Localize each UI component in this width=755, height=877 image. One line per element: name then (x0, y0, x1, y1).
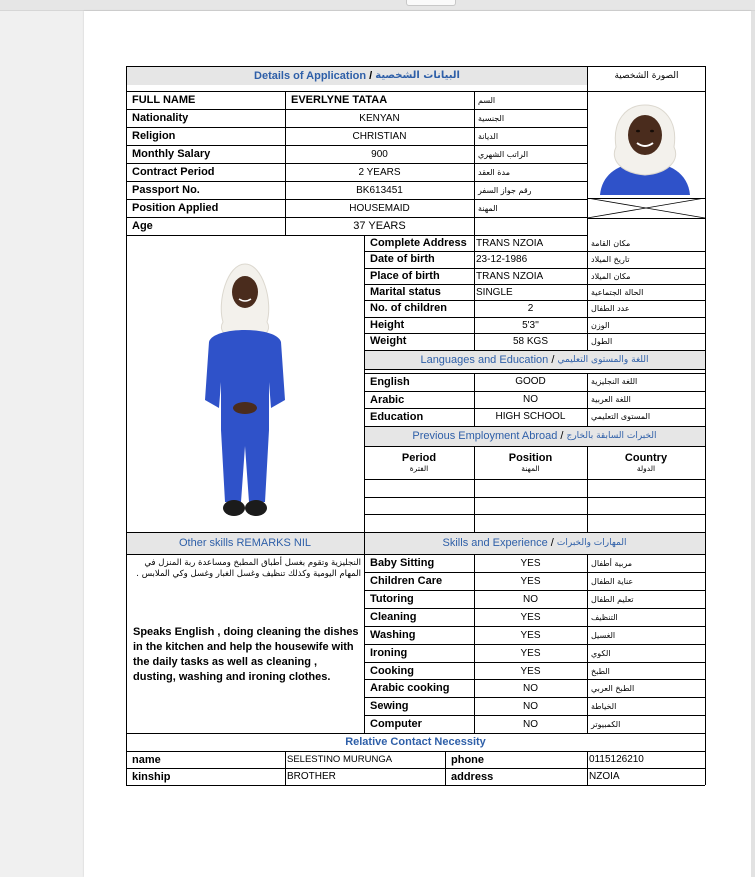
skill-label-ar: الخياطة (591, 701, 617, 711)
personal-label-ar: رقم جواز السفر (478, 185, 532, 195)
details-label-ar: الحالة الجتماعية (591, 287, 644, 297)
details-value: 5'3'' (522, 319, 539, 331)
table-rule (285, 91, 286, 235)
skill-label: Cooking (370, 665, 414, 677)
table-rule (126, 554, 705, 555)
skill-label-ar: التنظيف (591, 612, 618, 622)
table-rule (364, 608, 705, 609)
employment-title-en: Previous Employment Abroad (412, 430, 558, 442)
table-rule (474, 91, 475, 235)
skill-label: Baby Sitting (370, 557, 435, 569)
details-label: No. of children (370, 302, 447, 314)
employment-column-ar: المهنة (521, 464, 540, 473)
personal-value: CHRISTIAN (352, 130, 407, 142)
language-label: English (370, 375, 410, 388)
table-rule (126, 109, 587, 110)
skill-value: YES (520, 557, 541, 569)
skills-title-ar: المهارات والخبرات (556, 538, 627, 548)
skill-label-ar: الطبخ (591, 666, 610, 676)
employment-column-en: Position (508, 452, 553, 464)
details-value: TRANS NZOIA (476, 237, 544, 249)
employment-column-ar: الدولة (636, 464, 656, 473)
details-label: Marital status (370, 286, 441, 298)
table-rule (364, 479, 705, 480)
skill-label-ar: الكوي (591, 648, 611, 658)
personal-label: Contract Period (132, 166, 215, 178)
language-value: HIGH SCHOOL (495, 411, 566, 422)
table-rule (364, 350, 705, 351)
table-rule (126, 751, 705, 752)
table-rule (364, 268, 705, 269)
skills-sep: / (550, 537, 554, 549)
skill-value: YES (520, 611, 541, 623)
details-label-ar: مكان القامة (591, 238, 631, 248)
skill-label: Ironing (370, 647, 408, 659)
language-value: GOOD (515, 376, 546, 387)
details-label: Date of birth (370, 253, 435, 265)
language-label: Education (370, 410, 424, 423)
language-label-ar: اللغة العربية (591, 395, 631, 404)
table-rule (364, 662, 705, 663)
table-rule (364, 426, 705, 427)
details-value: 23-12-1986 (476, 253, 528, 265)
table-rule (587, 751, 588, 785)
empty-crossed-box (587, 198, 705, 218)
details-value: SINGLE (476, 286, 513, 298)
personal-value: 2 YEARS (358, 166, 401, 178)
table-rule (364, 497, 705, 498)
table-rule (126, 66, 705, 67)
employment-column-header (474, 447, 587, 479)
skills-title-en: Skills and Experience (442, 537, 548, 549)
skill-label: Computer (370, 718, 422, 730)
employment-sep: / (560, 430, 564, 442)
full-body-photo-icon (185, 250, 305, 522)
remarks-english: Speaks English , doing cleaning the dishes in the kitchen and help the housewife with the daily tasks as well as cleaning , dusting, washing and ironing clothes. (133, 626, 359, 683)
table-rule (364, 715, 705, 716)
table-rule (364, 369, 705, 370)
employment-column-ar: الفترة (409, 464, 429, 473)
toolbar-handle[interactable] (406, 0, 456, 6)
details-value: 2 (527, 302, 534, 314)
table-rule (364, 408, 705, 409)
table-rule (587, 218, 705, 219)
table-rule (126, 127, 587, 128)
table-rule (364, 679, 705, 680)
header-sep: / (369, 69, 373, 82)
employment-column-header (364, 447, 474, 479)
language-label-ar: المستوى التعليمي (591, 412, 651, 421)
skill-value: NO (523, 700, 538, 712)
personal-label-ar: السم (478, 95, 496, 105)
employment-column-en: Period (401, 452, 437, 464)
remarks-title: Other skills REMARKS NIL (178, 537, 312, 549)
languages-title-ar: اللغة والمستوى التعليمي (557, 354, 649, 365)
table-rule (364, 284, 705, 285)
table-rule (364, 373, 705, 374)
table-rule (587, 446, 588, 532)
relative-address-value: NZOIA (589, 771, 620, 782)
table-rule (445, 751, 446, 785)
header-title (126, 66, 588, 85)
skill-label-ar: الغسيل (591, 630, 616, 640)
skill-label-ar: تعليم الطفال (591, 594, 634, 604)
table-rule (364, 644, 705, 645)
personal-label-ar: الديانة (478, 131, 499, 141)
table-rule (364, 446, 705, 447)
details-label: Weight (370, 335, 407, 347)
skill-label-ar: عناية الطفال (591, 576, 634, 586)
details-label-ar: مكان الميلاد (591, 271, 631, 281)
relative-name-value: SELESTINO MURUNGA (287, 754, 393, 765)
personal-value: 37 YEARS (353, 220, 406, 232)
table-rule (126, 91, 588, 92)
languages-title-en: Languages and Education (420, 353, 549, 366)
skill-label: Cleaning (370, 611, 417, 623)
skill-label: Children Care (370, 575, 443, 587)
table-rule (126, 145, 587, 146)
personal-label: Monthly Salary (132, 148, 211, 160)
skill-value: NO (523, 593, 538, 605)
table-rule (474, 235, 475, 350)
table-rule (587, 554, 588, 733)
viewer-toolbar (0, 0, 755, 11)
personal-value: 900 (371, 148, 388, 160)
details-label-ar: تاريخ الميلاد (591, 254, 630, 264)
table-rule (126, 235, 587, 236)
table-rule (474, 554, 475, 733)
table-rule (126, 217, 587, 218)
table-rule (587, 373, 588, 426)
table-rule (126, 199, 587, 200)
skill-value: YES (520, 629, 541, 641)
table-rule (588, 91, 705, 92)
details-label: Complete Address (370, 237, 467, 249)
details-label-ar: الوزن (591, 320, 610, 330)
header-title-en: Details of Application (254, 69, 367, 82)
personal-label: Position Applied (132, 202, 219, 214)
language-label-ar: اللغة النجليزية (591, 377, 638, 386)
personal-label: Passport No. (132, 184, 200, 196)
skills-title (364, 532, 705, 554)
table-rule (126, 785, 705, 786)
employment-title-ar: الخبرات السابقة بالخارج (566, 431, 657, 441)
languages-sep: / (551, 353, 555, 366)
skill-label-ar: الكمبيوتر (591, 719, 621, 729)
table-rule (364, 590, 705, 591)
skill-value: NO (523, 718, 538, 730)
details-label: Height (370, 319, 405, 331)
table-rule (126, 532, 705, 533)
relative-phone-label: phone (451, 753, 484, 766)
table-rule (364, 391, 705, 392)
relative-name-label: name (132, 753, 161, 766)
skill-value: YES (520, 647, 541, 659)
skill-value: NO (523, 682, 538, 694)
portrait-photo-icon (586, 93, 704, 195)
table-rule (126, 768, 705, 769)
personal-label: Age (132, 220, 153, 232)
languages-title (364, 350, 705, 369)
details-label-ar: الطول (591, 336, 613, 346)
relative-address-label: address (451, 770, 494, 783)
table-rule (364, 333, 705, 334)
table-rule (126, 733, 705, 734)
relative-phone-value: 0115126210 (589, 754, 644, 765)
language-label: Arabic (370, 393, 405, 406)
skill-value: YES (520, 575, 541, 587)
employment-column-en: Country (624, 452, 668, 464)
skill-label: Washing (370, 629, 416, 641)
table-rule (364, 514, 705, 515)
personal-label: FULL NAME (132, 94, 196, 106)
table-rule (126, 181, 587, 182)
scrollbar-track[interactable] (751, 11, 755, 877)
table-rule (474, 373, 475, 426)
header-title-ar: البيانات الشخصية (375, 70, 460, 81)
photo-label: الصورة الشخصية (614, 70, 679, 81)
personal-label-ar: الراتب الشهري (478, 149, 529, 159)
skill-label: Sewing (370, 700, 409, 712)
table-rule (705, 66, 706, 785)
personal-label: Nationality (132, 112, 189, 124)
table-rule (364, 572, 705, 573)
personal-label-ar: الجنسية (478, 113, 505, 123)
details-label-ar: عدد الطفال (591, 303, 630, 313)
employment-title (364, 426, 705, 446)
table-rule (364, 626, 705, 627)
table-rule (474, 446, 475, 532)
employment-column-header (587, 447, 705, 479)
table-rule (364, 235, 365, 733)
skill-label-ar: الطبخ العربي (591, 683, 635, 693)
personal-value: KENYAN (359, 112, 400, 124)
remarks-arabic: النجليزية وتقوم بغسل أطباق المطبخ ومساعدة ربة المنزل في المهام اليومية وكذلك تنظيف وغسل الغبار وغسل وكي الملابس . (136, 558, 361, 579)
language-value: NO (523, 394, 538, 405)
personal-label-ar: مدة العقد (478, 167, 510, 177)
skill-label: Arabic cooking (370, 682, 450, 694)
table-rule (364, 317, 705, 318)
relative-kinship-label: kinship (132, 770, 171, 783)
details-value: TRANS NZOIA (476, 270, 544, 282)
personal-value: EVERLYNE TATAA (291, 94, 388, 106)
table-rule (285, 751, 286, 785)
personal-value: BK613451 (356, 184, 403, 196)
personal-label: Religion (132, 130, 176, 142)
table-rule (126, 66, 127, 785)
skill-label: Tutoring (370, 593, 414, 605)
skill-label-ar: مربية أطفال (591, 558, 633, 568)
skill-value: YES (520, 665, 541, 677)
details-value: 58 KGS (512, 335, 549, 347)
relative-title: Relative Contact Necessity (345, 736, 486, 748)
personal-label-ar: المهنة (478, 203, 498, 213)
personal-value: HOUSEMAID (349, 202, 410, 214)
table-rule (587, 235, 588, 350)
table-rule (126, 163, 587, 164)
table-rule (364, 697, 705, 698)
table-rule (364, 300, 705, 301)
details-label: Place of birth (370, 270, 440, 282)
table-rule (364, 251, 705, 252)
relative-kinship-value: BROTHER (287, 771, 336, 782)
